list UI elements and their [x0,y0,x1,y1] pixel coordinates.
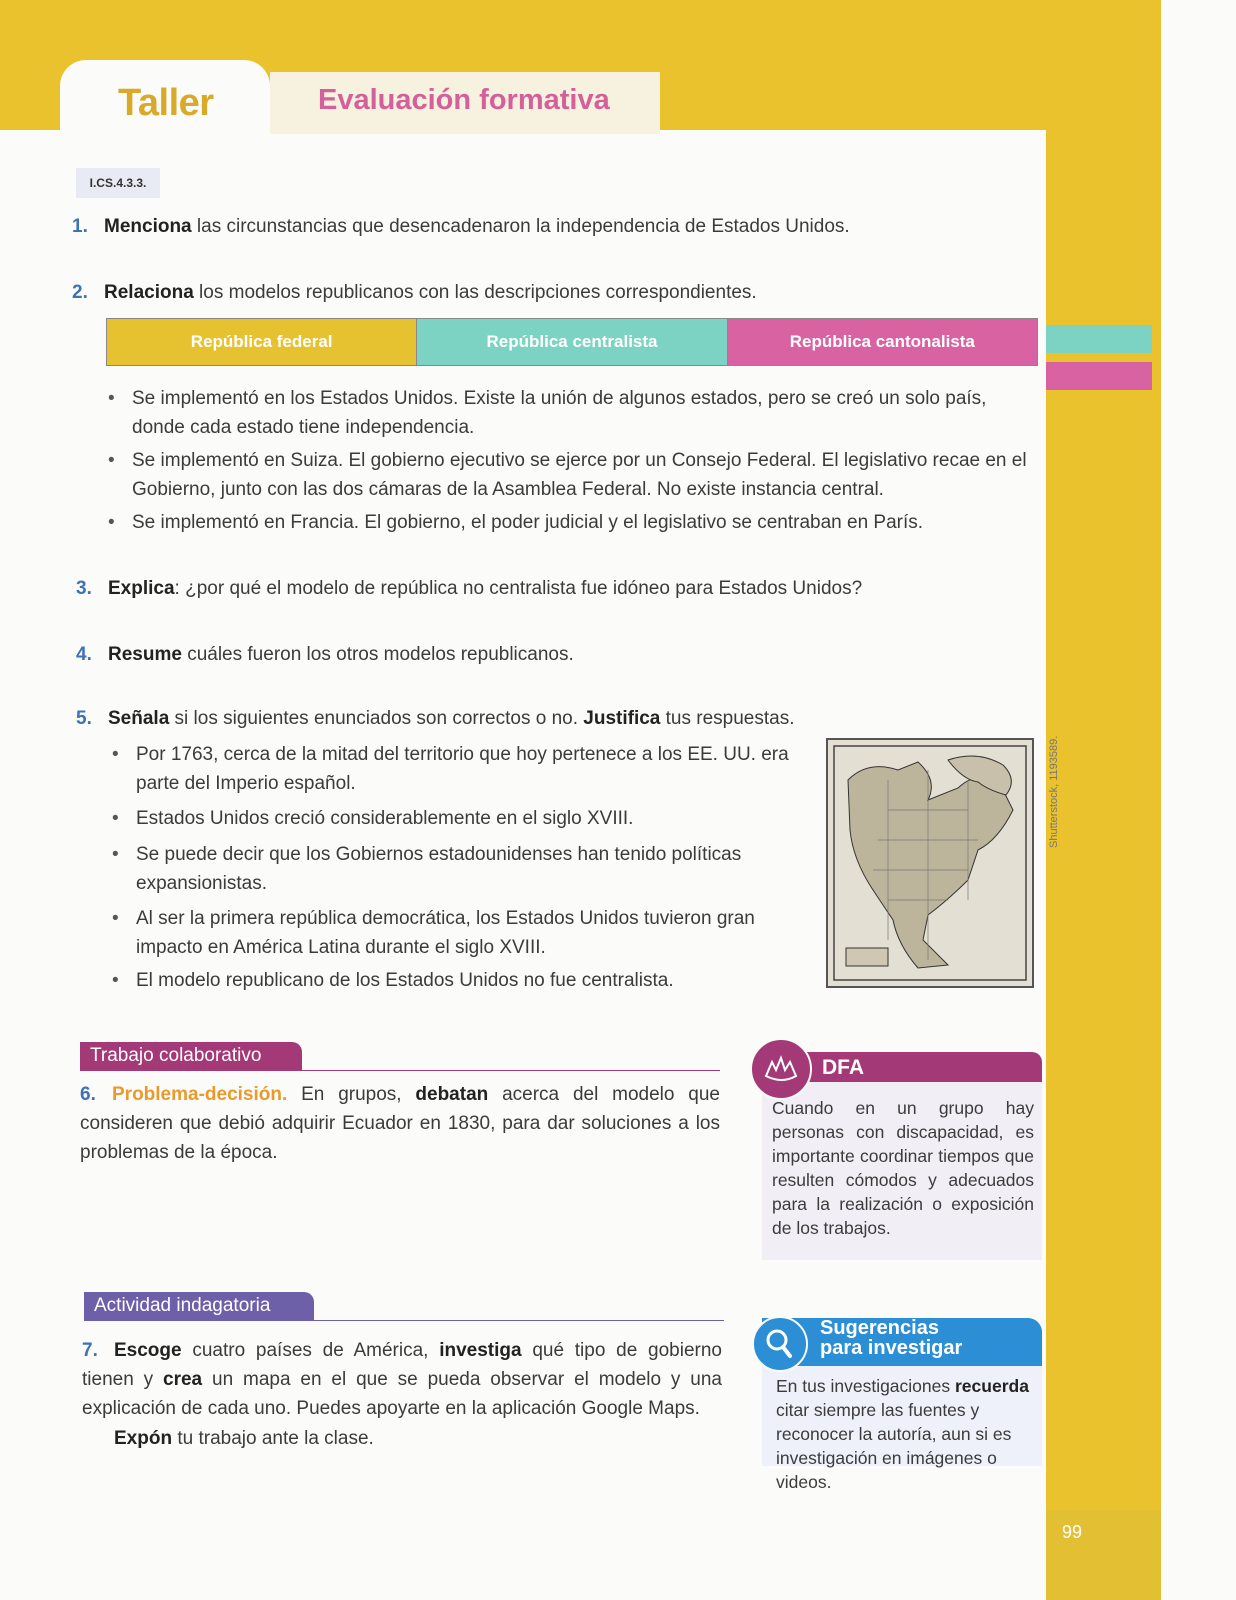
section-header-trabajo-colaborativo: Trabajo colaborativo [80,1042,302,1070]
question-text: qué tipo de gobierno tienen y [82,1340,722,1390]
question-verb: investiga [439,1340,522,1361]
list-item: • Estados Unidos creció considerablemente en el siglo XVIII. [110,804,796,833]
question-number: 7. [82,1340,98,1361]
question-number: 2. [72,282,88,303]
suggestions-text-start: En tus investigaciones [776,1376,955,1396]
question-verb: debatan [415,1084,489,1105]
list-item: • Se implementó en Francia. El gobierno, el poder judicial y el legislativo se centraban en París. [106,508,1038,537]
question-number: 4. [76,644,92,665]
list-item: • Al ser la primera república democrática, los Estados Unidos tuvieron gran impacto en América Latina durante el siglo XVIII. [110,904,796,962]
list-item: • El modelo republicano de los Estados Unidos no fue centralista. [110,966,796,995]
list-item: • Se implementó en los Estados Unidos. Existe la unión de algunos estados, pero se creó un solo país, donde cada estado tiene independencia. [106,384,1038,442]
question-5 [76,704,796,733]
north-america-map-image [826,738,1034,988]
question-6 [80,1080,720,1167]
section-divider [84,1320,724,1321]
suggestions-text [776,1374,1034,1494]
suggestions-verb: recuerda [955,1376,1029,1396]
question-text: un mapa en el que se pueda observar el modelo y una explicación de cada uno. Puedes apoyarte en la aplicación Google Maps. [82,1369,722,1419]
question-number: 6. [80,1084,96,1105]
question-verb: Expón [114,1428,173,1449]
question-number: 5. [76,708,92,729]
dfa-title: DFA [822,1056,864,1079]
page-number: 99 [1062,1522,1083,1542]
question-text: los modelos republicanos con las descripciones correspondientes. [193,282,757,303]
list-item: • Se puede decir que los Gobiernos estadounidenses han tenido políticas expansionistas. [110,840,796,898]
suggestions-title [820,1318,962,1358]
margin-pink-tab [1046,362,1152,390]
margin-teal-tab [1046,325,1152,353]
question-verb: Relaciona [104,282,194,303]
list-item: • Se implementó en Suiza. El gobierno ejecutivo se ejerce por un Consejo Federal. El legislativo recae en el Gobierno, junto con las dos cámaras de la Asamblea Federal. No existe instancia central. [106,446,1038,504]
question-text: las circunstancias que desencadenaron la independencia de Estados Unidos. [191,216,850,237]
question-text: : ¿por qué el modelo de república no centralista fue idóneo para Estados Unidos? [174,578,863,599]
suggestions-title-line1: Sugerencias [820,1317,939,1339]
question-verb: Resume [108,644,182,665]
section-header-actividad-indagatoria: Actividad indagatoria [84,1292,314,1320]
question-verb: Escoge [114,1340,182,1361]
question-verb: crea [163,1369,203,1390]
question-text: cuatro países de América, [181,1340,440,1361]
cell-republica-centralista: República centralista [416,319,726,365]
hands-icon [750,1038,812,1100]
suggestions-title-line2: para investigar [820,1337,963,1359]
question-3 [76,574,1036,603]
question-text: cuáles fueron los otros modelos republicanos. [181,644,574,665]
question-verb: Justifica [583,708,661,729]
question-7 [82,1336,722,1423]
section-divider [80,1070,720,1071]
question-7-continued [114,1424,714,1453]
question-text: tus respuestas. [660,708,795,729]
problem-decision-label: Problema-decisión. [112,1084,288,1105]
list-item: • Por 1763, cerca de la mitad del territorio que hoy pertenece a los EE. UU. era parte del Imperio español. [110,740,796,798]
right-margin-band [1046,0,1161,1600]
question-number: 1. [72,216,88,237]
skill-code: I.CS.4.3.3. [76,168,160,198]
right-edge [1161,0,1236,1600]
question-4 [76,640,1036,669]
map-icon [828,740,1032,986]
question-2 [72,278,1032,307]
question-text: tu trabajo ante la clase. [172,1428,374,1449]
suggestions-text-rest: citar siempre las fuentes y reconocer la autoría, aun si es investigación en imágenes o videos. [776,1400,1012,1492]
section-title: Evaluación formativa [318,84,610,116]
question-text: si los siguientes enunciados son correctos o no. [169,708,584,729]
question-number: 3. [76,578,92,599]
question-1 [72,212,1032,241]
question-verb: Explica [108,578,175,599]
cell-republica-federal: República federal [107,319,416,365]
tab-taller-label: Taller [118,82,214,124]
question-verb: Menciona [104,216,192,237]
question-verb: Señala [108,708,170,729]
image-credit: Shutterstock, 1193589. [1048,735,1060,848]
question-text: acerca del modelo que consideren que debió adquirir Ecuador en 1830, para dar soluciones a los problemas de la época. [80,1084,721,1163]
question-text: En grupos, [287,1084,416,1105]
republic-models-table [106,318,1038,366]
dfa-text: Cuando en un grupo hay personas con discapacidad, es importante coordinar tiempos que resulten cómodos y adecuados para la realización o exposición de los trabajos. [772,1098,1034,1238]
magnifier-icon [752,1316,808,1372]
cell-republica-cantonalista: República cantonalista [727,319,1037,365]
